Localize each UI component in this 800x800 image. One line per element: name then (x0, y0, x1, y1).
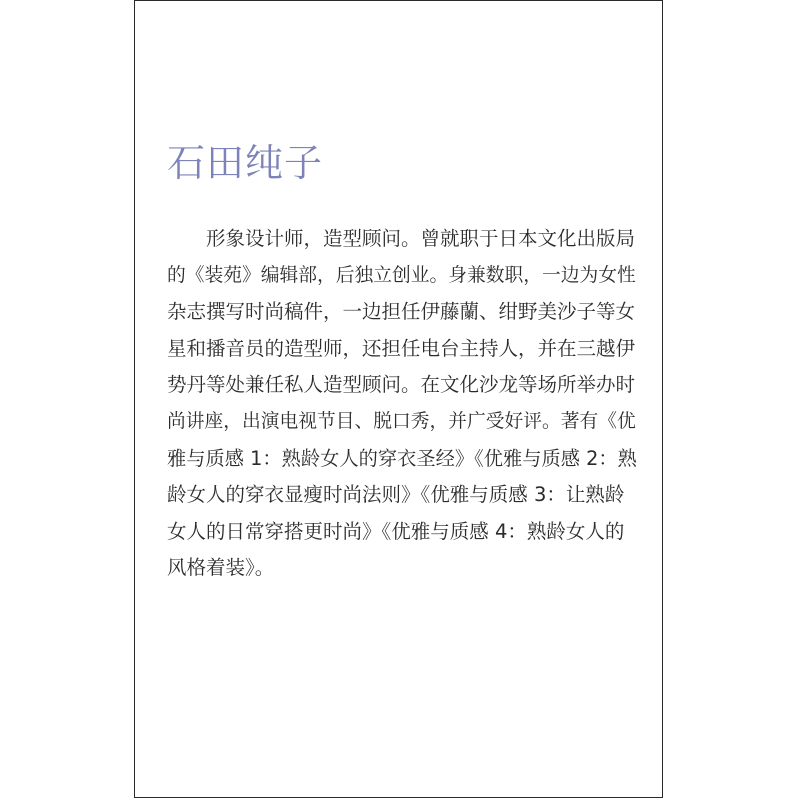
bio-line: 风格着装》。 (167, 556, 275, 580)
author-name: 石田纯子 (167, 141, 324, 185)
author-bio (167, 221, 637, 587)
bio-line: 的《装苑》编辑部，后独立创业。身兼数职，一边为女性 (167, 264, 636, 286)
book-page (134, 0, 663, 798)
bio-line: 势丹等处兼任私人造型顾问。在文化沙龙等场所举办时 (167, 373, 636, 397)
bio-line: 星和播音员的造型师，还担任电台主持人，并在三越伊 (167, 336, 636, 360)
bio-line: 尚讲座，出演电视节目、脱口秀，并广受好评。著有《优 (167, 410, 636, 432)
bio-line: 形象设计师，造型顾问。曾就职于日本文化出版局 (206, 227, 636, 250)
bio-line: 龄女人的穿衣显瘦时尚法则》《优雅与质感 3：让熟龄 (167, 483, 625, 507)
bio-line: 雅与质感 1：熟龄女人的穿衣圣经》《优雅与质感 2：熟 (167, 446, 637, 470)
bio-line: 杂志撰写时尚稿件，一边担任伊藤蘭、绀野美沙子等女 (167, 300, 636, 324)
bio-line: 女人的日常穿搭更时尚》《优雅与质感 4：熟龄女人的 (167, 519, 625, 543)
